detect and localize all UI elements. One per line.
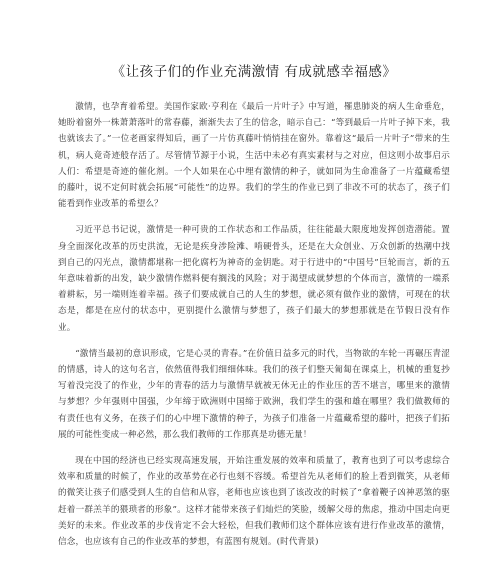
paragraph-3: “激情当最初的意识形成，它是心灵的青春。”在价值日益多元的时代，当物欲的车轮一再碾压青涩的情感，诗人的这句名言，依然值得我们细细体味。我们的孩子们整天匍匐在课桌上，机械的重复抄写着没完没了的作业，少年的青春的活力与激情早就被无休无止的作业压的苦不堪言，哪里来的激情与梦想？少年强则中国强，少年缔于欧洲则中国缔于欧洲，我们学生的强和雄在哪里？我们做教师的有责任也有义务，在孩子们的心中埋下激情的种子，为孩子们准备一片蕴藏希望的藤叶，把孩子们拓展的可能性变成一种必然，那么我们教师的工作那真是功德无量！ (58, 348, 450, 440)
document-title: 《让孩子们的作业充满激情 有成就感幸福感》 (111, 64, 397, 80)
paragraph-4: 现在中国的经济也已经实现高速发展，开始注重发展的效率和质量了，教育也到了可以考虑综合效率和质量的时候了，作业的改革势在必行也刻不容缓。希望首先从老师们的脸上看到微笑，从老师的微笑让孩子们感受到人生的自信和从容，老师也应该也到了该改改的时候了“拿着鞭子凶神恶煞的驱赶着一群羔羊的猥琐者的形象”。这样才能带来孩子们灿烂的笑脸，缓解父母的焦虑，推动中国走向更美好的未来。作业改革的步伐肯定不会大轻松，但我们教师们这个群体应该有进行作业改革的激情，信念，也应该有自己的作业改革的梦想，有蓝图有规划。(时代背景) (58, 456, 450, 548)
paragraph-1: 激情，也孕育着希望。美国作家欧·亨利在《最后一片叶子》中写道，罹患肺炎的病人生命垂危，她盼着窗外一株萧萧落叶的常春藤，渐渐失去了生的信念，暗示自己：“等到最后一片叶子掉下来，我也就该去了。”一位老画家得知后，画了一片仿真藤叶悄悄挂在窗外。靠着这“最后一片叶子”带来的生机，病人竟奇迹般存活了。尽管情节源于小说，生活中未必有真实素材与之对应，但这则小故事启示人们：希望是奇迹的催化剂。一个人如果在心中埋有激情的种子，就如同为生命准备了一片蕴藏希望的藤叶，说不定何时就会拓展“可能性”的边界。我们的学生的作业已到了非改不可的状态了，孩子们能看到作业改革的希望么？ (58, 102, 450, 210)
paragraph-2: 习近平总书记说，激情是一种可贵的工作状态和工作品质，往往能最大限度地发挥创造潜能。置身全面深化改革的历史洪流，无论是疾身涉险滩、啃硬骨头，还是在大众创业、万众创新的热潮中找到自己的闪光点，激情都堪称一把化腐朽为神奇的金钥匙。对于行进中的“中国号”巨轮而言，新的五年意味着新的出发，缺少激情作燃料便有搁浅的风险；对于渴望成就梦想的个体而言，激情的一端系着耕耘，另一端则连着幸福。孩子们要成就自己的人生的梦想，就必须有做作业的激情，可现在的状态是，都是在应付的状态中，更别提什么激情与梦想了，孩子们最大的梦想那就是在节假日没有作业。 (58, 225, 450, 333)
